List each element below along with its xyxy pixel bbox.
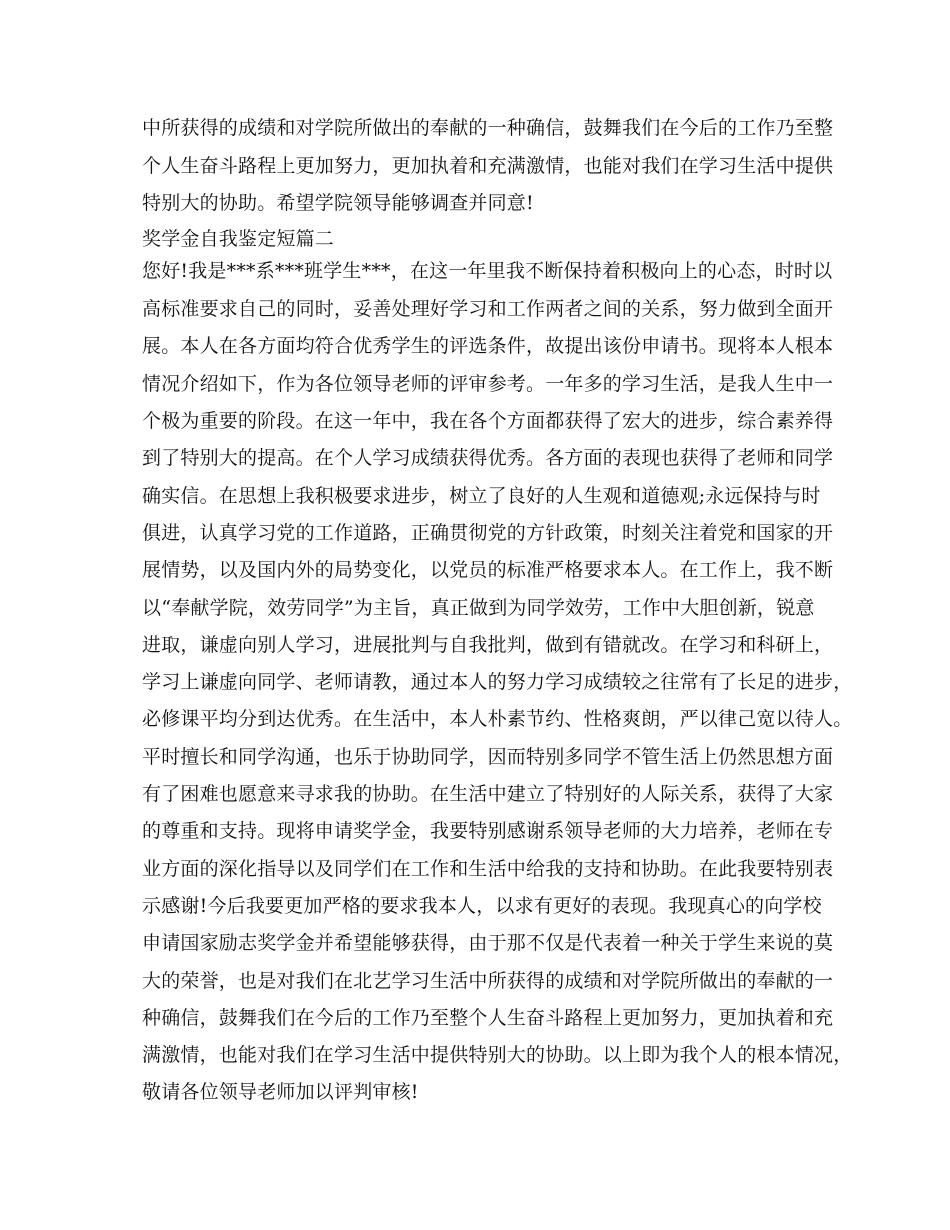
text-line: 中所获得的成绩和对学院所做出的奉献的一种确信，鼓舞我们在今后的工作乃至整 [142, 117, 834, 139]
text-line: 示感谢!今后我要更加严格的要求我本人，以求有更好的表现。我现真心的向学校 [142, 895, 822, 917]
text-line: 学习上谦虚向同学、老师请教，通过本人的努力学习成绩较之往常有了长足的进步， [142, 671, 853, 693]
text-line: 个人生奋斗路程上更加努力，更加执着和充满激情，也能对我们在学习生活中提供 [142, 155, 834, 177]
text-line: 申请国家励志奖学金并希望能够获得，由于那不仅是代表着一种关于学生来说的莫 [142, 932, 834, 954]
text-line: 个极为重要的阶段。在这一年中，我在各个方面都获得了宏大的进步，综合素养得 [142, 410, 834, 432]
text-line: 您好!我是***系***班学生***，在这一年里我不断保持着积极向上的心态，时时以 [142, 260, 833, 282]
text-line: 情况介绍如下，作为各位领导老师的评审参考。一年多的学习生活，是我人生中一 [142, 373, 834, 395]
text-line: 平时擅长和同学沟通，也乐于协助同学，因而特别多同学不管生活上仍然思想方面 [142, 746, 834, 768]
text-line: 俱进，认真学习党的工作道路，正确贯彻党的方针政策，时刻关注着党和国家的开 [142, 522, 834, 544]
text-line: 特别大的协助。希望学院领导能够调查并同意! [142, 192, 534, 214]
text-line: 以“奉献学院，效劳同学”为主旨，真正做到为同学效劳，工作中大胆创新，锐意 [142, 597, 815, 619]
text-line: 满激情，也能对我们在学习生活中提供特别大的协助。以上即为我个人的根本情况， [142, 1044, 853, 1066]
text-line: 展情势，以及国内外的局势变化，以党员的标准严格要求本人。在工作上，我不断 [142, 559, 834, 581]
text-line: 种确信，鼓舞我们在今后的工作乃至整个人生奋斗路程上更加努力，更加执着和充 [142, 1007, 834, 1029]
text-line: 大的荣誉，也是对我们在北艺学习生活中所获得的成绩和对学院所做出的奉献的一 [142, 970, 834, 992]
text-line: 展。本人在各方面均符合优秀学生的评选条件，故提出该份申请书。现将本人根本 [142, 335, 834, 357]
text-line: 有了困难也愿意来寻求我的协助。在生活中建立了特别好的人际关系，获得了大家 [142, 783, 834, 805]
text-line: 确实信。在思想上我积极要求进步，树立了良好的人生观和道德观;永远保持与时 [142, 485, 821, 507]
text-line: 业方面的深化指导以及同学们在工作和生活中给我的支持和协助。在此我要特别表 [142, 858, 834, 880]
text-line: 的尊重和支持。现将申请奖学金，我要特别感谢系领导老师的大力培养，老师在专 [142, 820, 834, 842]
text-line: 到了特别大的提高。在个人学习成绩获得优秀。各方面的表现也获得了老师和同学 [142, 447, 834, 469]
text-line: 进取，谦虚向别人学习，进展批判与自我批判，做到有错就改。在学习和科研上， [142, 634, 834, 656]
section-heading: 奖学金自我鉴定短篇二 [142, 228, 335, 250]
text-line: 敬请各位领导老师加以评判审核! [142, 1081, 419, 1103]
text-line: 必修课平均分到达优秀。在生活中，本人朴素节约、性格爽朗，严以律己宽以待人。 [142, 708, 853, 730]
text-line: 高标准要求自己的同时，妥善处理好学习和工作两者之间的关系，努力做到全面开 [142, 298, 834, 320]
